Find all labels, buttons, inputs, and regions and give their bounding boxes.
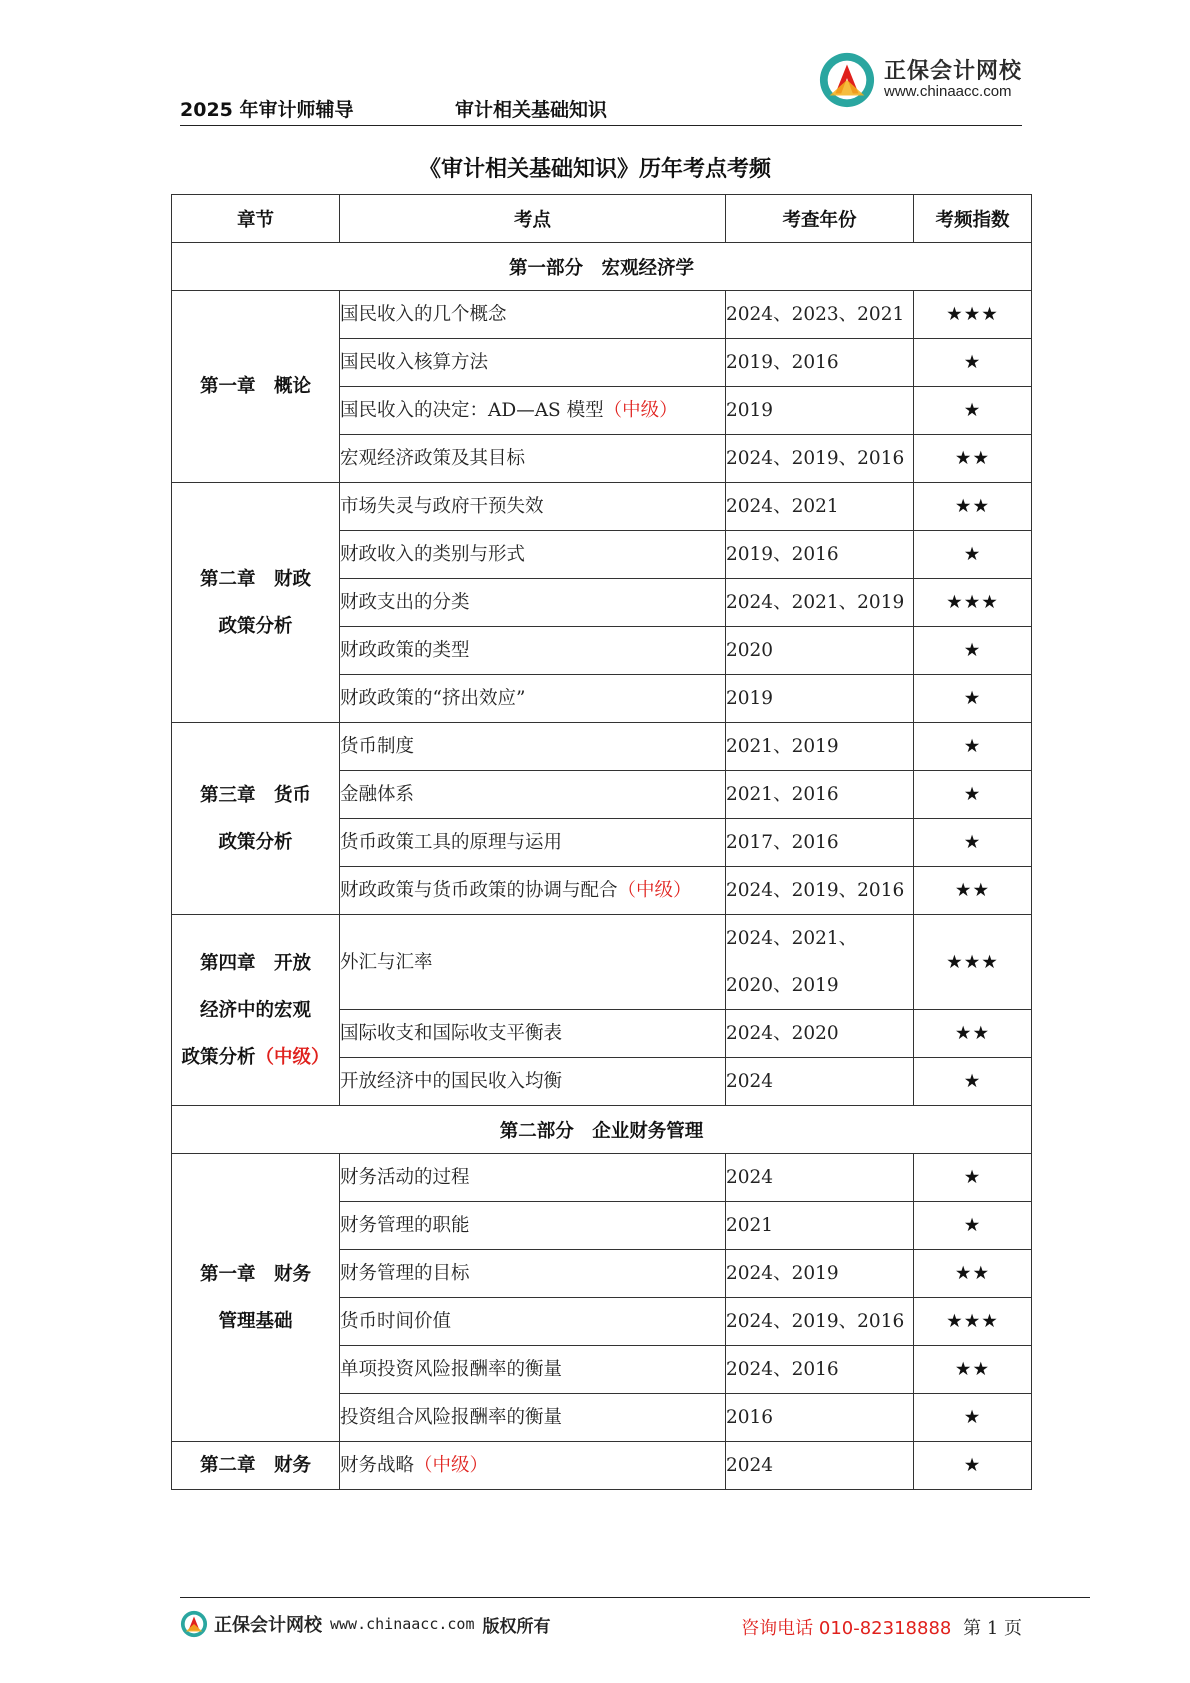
topic-cell: [340, 339, 726, 387]
chapter-name-line: 第四章 开放: [199, 952, 311, 974]
topic-text: 财政收入的类别与形式: [340, 544, 526, 565]
frequency-stars: ★★: [914, 483, 1032, 531]
exam-years: 2019、2016: [726, 339, 914, 387]
chinaacc-logo-icon: [180, 1610, 208, 1638]
chapter-name-line: 第二章 财务: [199, 1455, 311, 1476]
frequency-stars: ★: [914, 1442, 1032, 1490]
page-number: 第 1 页: [963, 1618, 1022, 1639]
topic-cell: [340, 1058, 726, 1106]
topic-cell: [340, 579, 726, 627]
page-footer: [180, 1608, 1022, 1644]
table-row: [172, 483, 1032, 531]
topic-text: 货币制度: [340, 736, 415, 757]
chapter-name-line: 第一章 财务: [199, 1263, 311, 1285]
topic-cell: [340, 1010, 726, 1058]
topic-text: 财务活动的过程: [340, 1167, 470, 1188]
topic-cell: [340, 1154, 726, 1202]
exam-years: 2024: [726, 1058, 914, 1106]
topic-cell: [340, 1250, 726, 1298]
topic-text: 国民收入的决定：AD—AS 模型: [340, 400, 604, 421]
exam-years: 2019、2016: [726, 531, 914, 579]
topic-cell: [340, 915, 726, 1010]
header-divider: [180, 125, 1022, 126]
exam-years: 2019: [726, 675, 914, 723]
footer-brand[interactable]: [180, 1610, 551, 1638]
topic-text: 财政支出的分类: [340, 592, 470, 613]
exam-years: 2024、2021: [726, 483, 914, 531]
level-note: （中级）: [414, 1455, 489, 1476]
exam-years: 2024、2020: [726, 1010, 914, 1058]
level-note: （中级）: [603, 400, 678, 421]
part-heading-row: [172, 1106, 1032, 1154]
topic-cell: [340, 819, 726, 867]
exam-years: 2020: [726, 627, 914, 675]
chapter-name-line: 政策分析: [218, 831, 293, 853]
topic-cell: [340, 723, 726, 771]
page-header: [180, 50, 1022, 126]
table-row: [172, 1442, 1032, 1490]
topic-cell: [340, 531, 726, 579]
frequency-stars: ★: [914, 819, 1032, 867]
topic-cell: [340, 1202, 726, 1250]
topic-text: 货币时间价值: [340, 1311, 452, 1332]
chapter-name-line: 第三章 货币: [199, 784, 311, 806]
exam-years: 2024、2021、2019: [726, 579, 914, 627]
topic-text: 货币政策工具的原理与运用: [340, 832, 563, 853]
exam-frequency-table: [171, 194, 1032, 1490]
part-heading-row: [172, 243, 1032, 291]
exam-years: 2021、2016: [726, 771, 914, 819]
footer-brand-name: 正保会计网校: [214, 1615, 322, 1636]
exam-years: 2021: [726, 1202, 914, 1250]
frequency-stars: ★: [914, 1058, 1032, 1106]
footer-url[interactable]: www.chinaacc.com: [330, 1615, 475, 1633]
chapter-name-line: 第二章 财政: [199, 568, 311, 590]
frequency-stars: ★: [914, 1154, 1032, 1202]
topic-cell: [340, 1442, 726, 1490]
chapter-cell: [172, 915, 340, 1106]
frequency-stars: ★: [914, 627, 1032, 675]
frequency-stars: ★★: [914, 1010, 1032, 1058]
frequency-stars: ★: [914, 771, 1032, 819]
subject-label: 审计相关基础知识: [455, 99, 608, 121]
level-note: （中级）: [255, 1046, 330, 1068]
frequency-stars: ★★: [914, 867, 1032, 915]
logo-name: 正保会计网校: [883, 58, 1022, 84]
topic-text: 财务管理的职能: [340, 1215, 470, 1236]
exam-years: 2024、2023、2021: [726, 291, 914, 339]
topic-cell: [340, 387, 726, 435]
chapter-cell: [172, 1442, 340, 1490]
column-header-frequency: 考频指数: [914, 195, 1032, 243]
frequency-stars: ★: [914, 675, 1032, 723]
topic-text: 国际收支和国际收支平衡表: [340, 1023, 563, 1044]
frequency-stars: ★: [914, 339, 1032, 387]
topic-text: 宏观经济政策及其目标: [340, 448, 526, 469]
exam-years: 2024、2019、2016: [726, 1298, 914, 1346]
part-heading: 第二部分 企业财务管理: [172, 1106, 1032, 1154]
frequency-stars: ★★: [914, 1346, 1032, 1394]
topic-cell: [340, 1394, 726, 1442]
topic-text: 市场失灵与政府干预失效: [340, 496, 544, 517]
chapter-name-line: 政策分析: [181, 1046, 256, 1068]
brand-logo[interactable]: [818, 50, 1022, 110]
column-header-topic: 考点: [340, 195, 726, 243]
exam-years: 2024: [726, 1442, 914, 1490]
chinaacc-logo-icon: [818, 51, 876, 109]
table-header-row: [172, 195, 1032, 243]
frequency-stars: ★★★: [914, 579, 1032, 627]
chapter-name-line: 政策分析: [218, 615, 293, 637]
topic-cell: [340, 675, 726, 723]
frequency-stars: ★: [914, 723, 1032, 771]
table-row: [172, 915, 1032, 1010]
course-label: 2025 年审计师辅导: [180, 99, 354, 121]
logo-url: www.chinaacc.com: [883, 82, 1012, 100]
exam-years: 2024、2016: [726, 1346, 914, 1394]
topic-text: 金融体系: [340, 784, 415, 805]
table-body: [172, 243, 1032, 1490]
topic-text: 财政政策与货币政策的协调与配合: [340, 880, 618, 901]
exam-years: 2024: [726, 1154, 914, 1202]
frequency-stars: ★: [914, 531, 1032, 579]
chapter-name-line: 第一章 概论: [199, 376, 311, 397]
part-heading: 第一部分 宏观经济学: [172, 243, 1032, 291]
topic-text: 投资组合风险报酬率的衡量: [340, 1407, 563, 1428]
exam-years: 2019: [726, 387, 914, 435]
chapter-cell: [172, 723, 340, 915]
frequency-stars: ★: [914, 387, 1032, 435]
frequency-stars: ★★: [914, 435, 1032, 483]
document-title: 《审计相关基础知识》历年考点考频: [418, 157, 771, 182]
topic-cell: [340, 771, 726, 819]
column-header-years: 考查年份: [726, 195, 914, 243]
topic-text: 国民收入核算方法: [340, 352, 489, 373]
consult-phone: 咨询电话 010-82318888: [741, 1618, 952, 1639]
topic-cell: [340, 435, 726, 483]
topic-cell: [340, 291, 726, 339]
table-row: [172, 291, 1032, 339]
footer-copyright: 版权所有: [482, 1616, 551, 1637]
topic-cell: [340, 867, 726, 915]
topic-cell: [340, 1346, 726, 1394]
chapter-name-line-wrap: [172, 1034, 339, 1081]
column-header-chapter: 章节: [172, 195, 340, 243]
topic-cell: [340, 627, 726, 675]
topic-text: 财政政策的“挤出效应”: [340, 688, 526, 709]
exam-years: 2024、2019、2016: [726, 867, 914, 915]
chapter-name-line: 经济中的宏观: [199, 999, 311, 1021]
topic-text: 开放经济中的国民收入均衡: [340, 1071, 563, 1092]
frequency-stars: ★: [914, 1394, 1032, 1442]
topic-text: 财务管理的目标: [340, 1263, 470, 1284]
chapter-cell: [172, 291, 340, 483]
exam-years: 2024、2019: [726, 1250, 914, 1298]
frequency-stars: ★★★: [914, 1298, 1032, 1346]
exam-years: 2024、2019、2016: [726, 435, 914, 483]
exam-years: 2016: [726, 1394, 914, 1442]
topic-cell: [340, 1298, 726, 1346]
chapter-name-line: 管理基础: [218, 1310, 293, 1332]
exam-years: 2021、2019: [726, 723, 914, 771]
frequency-stars: ★★★: [914, 291, 1032, 339]
frequency-stars: ★★★: [914, 915, 1032, 1010]
chapter-cell: [172, 1154, 340, 1442]
topic-text: 单项投资风险报酬率的衡量: [340, 1359, 563, 1380]
exam-years: 2017、2016: [726, 819, 914, 867]
level-note: （中级）: [617, 880, 692, 901]
frequency-stars: ★★: [914, 1250, 1032, 1298]
footer-divider: [180, 1597, 1090, 1598]
topic-text: 财务战略: [340, 1455, 415, 1476]
chapter-cell: [172, 483, 340, 723]
table-row: [172, 1154, 1032, 1202]
topic-text: 外汇与汇率: [340, 951, 433, 973]
topic-text: 财政政策的类型: [340, 640, 470, 661]
frequency-stars: ★: [914, 1202, 1032, 1250]
table-row: [172, 723, 1032, 771]
topic-cell: [340, 483, 726, 531]
exam-years: 2024、2021、2020、2019: [726, 915, 914, 1010]
topic-text: 国民收入的几个概念: [340, 304, 507, 325]
